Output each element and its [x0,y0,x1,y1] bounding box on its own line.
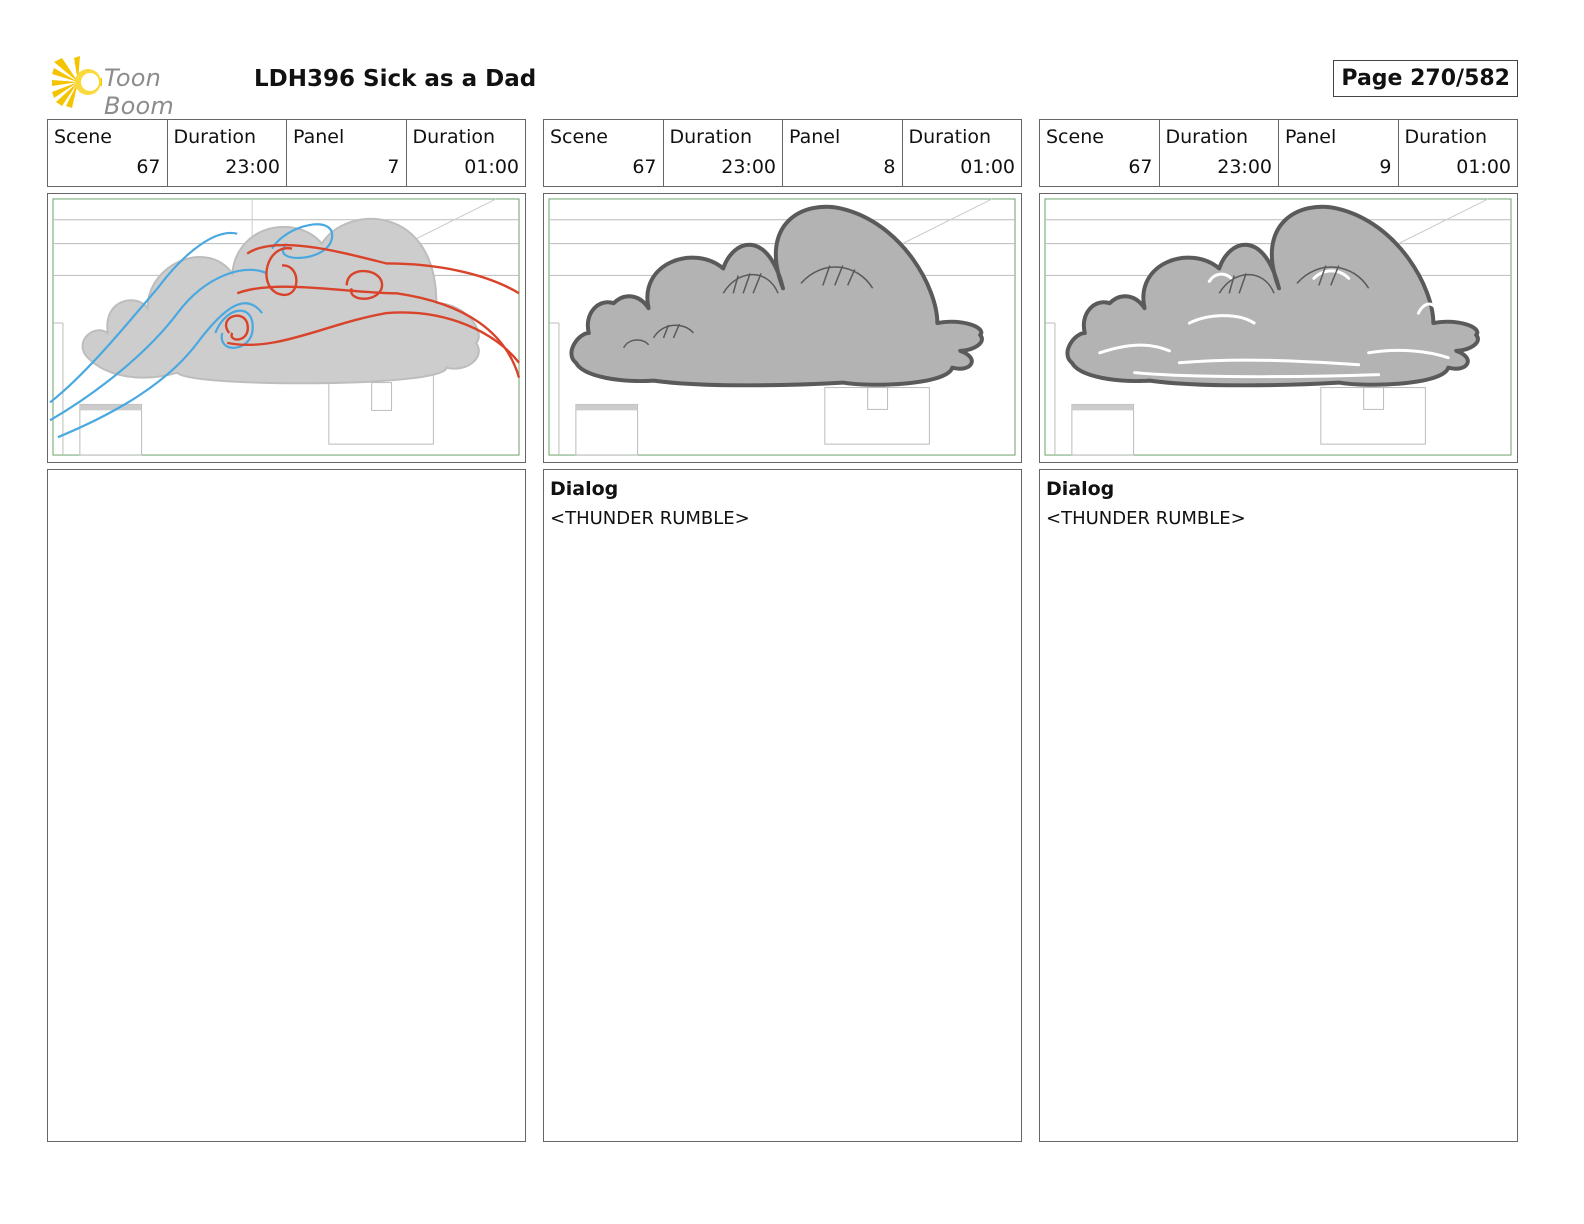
cloud-drawing-image [1040,194,1517,462]
cloud-drawing-image [544,194,1021,462]
panel-column-3 [1039,119,1518,1142]
panel-image-frame [543,193,1022,463]
cloud-sketch-image [48,194,525,462]
panel-duration-label: Duration [412,126,496,148]
dialog-title: Dialog [1046,478,1115,500]
scene-duration-cell [168,120,288,186]
panel-value: 7 [387,156,400,178]
scene-duration-cell [1160,120,1280,186]
panel-duration-value: 01:00 [960,156,1015,178]
panel-image-frame [1039,193,1518,463]
duration-value: 23:00 [721,156,776,178]
duration-value: 23:00 [1217,156,1272,178]
dialog-text: <THUNDER RUMBLE> [1046,508,1246,529]
panel-duration-cell [1399,120,1518,186]
duration-label: Duration [669,126,753,148]
page-number: Page 270/582 [1333,60,1518,97]
logo-text: Toon Boom [104,64,175,120]
scene-cell [544,120,664,186]
panel-cell [287,120,407,186]
panel-notes [1039,469,1518,1142]
scene-cell [48,120,168,186]
panel-duration-cell [903,120,1022,186]
duration-label: Duration [1165,126,1249,148]
panel-image-frame [47,193,526,463]
scene-label: Scene [1046,126,1104,148]
starburst-icon [52,56,104,108]
panel-duration-value: 01:00 [464,156,519,178]
scene-duration-cell [664,120,784,186]
panel-column-2 [543,119,1022,1142]
panel-duration-value: 01:00 [1456,156,1511,178]
scene-label: Scene [550,126,608,148]
panel-info-row [1039,119,1518,187]
toon-boom-logo [52,56,237,120]
page-header [52,56,1532,120]
panel-cell [1279,120,1399,186]
panel-notes [47,469,526,1142]
panel-label: Panel [1285,126,1337,148]
panel-duration-cell [407,120,526,186]
panel-cell [783,120,903,186]
panel-label: Panel [789,126,841,148]
scene-label: Scene [54,126,112,148]
panel-notes [543,469,1022,1142]
panel-column-1 [47,119,526,1142]
dialog-title: Dialog [550,478,619,500]
panel-label: Panel [293,126,345,148]
dialog-text: <THUNDER RUMBLE> [550,508,750,529]
panel-info-row [543,119,1022,187]
panel-value: 9 [1379,156,1392,178]
duration-value: 23:00 [225,156,280,178]
panel-info-row [47,119,526,187]
document-title: LDH396 Sick as a Dad [254,66,537,92]
panel-duration-label: Duration [1404,126,1488,148]
duration-label: Duration [173,126,257,148]
scene-value: 67 [632,156,657,178]
scene-value: 67 [136,156,161,178]
scene-value: 67 [1128,156,1153,178]
panel-value: 8 [883,156,896,178]
panel-duration-label: Duration [908,126,992,148]
scene-cell [1040,120,1160,186]
